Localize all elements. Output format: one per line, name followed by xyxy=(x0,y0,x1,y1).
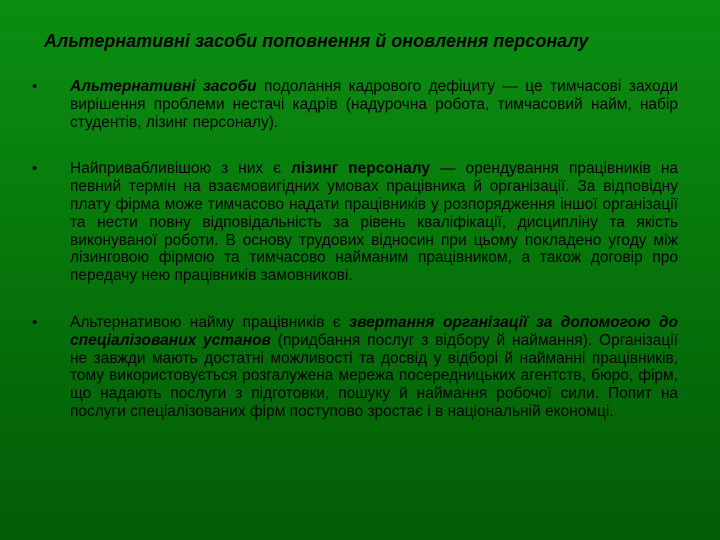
bullet-item-specialized-agencies xyxy=(32,314,678,421)
bullet-list xyxy=(32,78,678,421)
bullet-dot-icon: • xyxy=(32,160,38,178)
bullet-item-alternative-means xyxy=(32,78,678,131)
bullet-text-emphasis: лізинг персоналу xyxy=(291,160,431,178)
bullet-text-emphasis: Альтернативні засоби xyxy=(70,78,257,95)
bullet-item-personnel-leasing xyxy=(32,160,678,285)
bullet-text-emphasis: звертання організації за допомогою до спеціалізованих установ xyxy=(70,313,678,349)
bullet-text: подолання кадрового дефіциту — це тимчасові заходи вирішення проблеми нестачі кадрів (надурочна робота, тимчасовий найм, набір студентів, лізинг персоналу). xyxy=(70,78,678,131)
slide-title: Альтернативні засоби поповнення й оновлення персоналу xyxy=(44,31,589,51)
bullet-text: Найпривабливішою з них є xyxy=(70,160,292,178)
bullet-text: — орендування працівників на певний термін на взаємовигідних умовах працівника й організації. За відповідну плату фірма може тимчасово надати працівників у розпорядження іншої організації та нести повну відповідальність за рівень кваліфікації, дисципліну та якість виконуваної роботи. В основу трудових відносин при цьому покладено угоду між лізинговою фірмою та тимчасово найманим працівником, а також договір про передачу нею працівників замовникові. xyxy=(70,160,678,285)
bullet-text: Альтернативою найму працівників є xyxy=(70,313,350,331)
bullet-dot-icon: • xyxy=(32,78,38,95)
bullet-dot-icon: • xyxy=(32,313,38,331)
bullet-text: (придбання послуг з відбору й наймання). Організації не завжди мають достатні можливості та досвід у відборі й найманні працівників, тому використовується розгалужена мережа посередницьких агентств, бюро, фірм, що надають послуги з підготовки, пошуку й наймання робочої сили. Попит на послуги спеціалізованих фірм поступово зростає і в національній економці. xyxy=(70,331,678,420)
